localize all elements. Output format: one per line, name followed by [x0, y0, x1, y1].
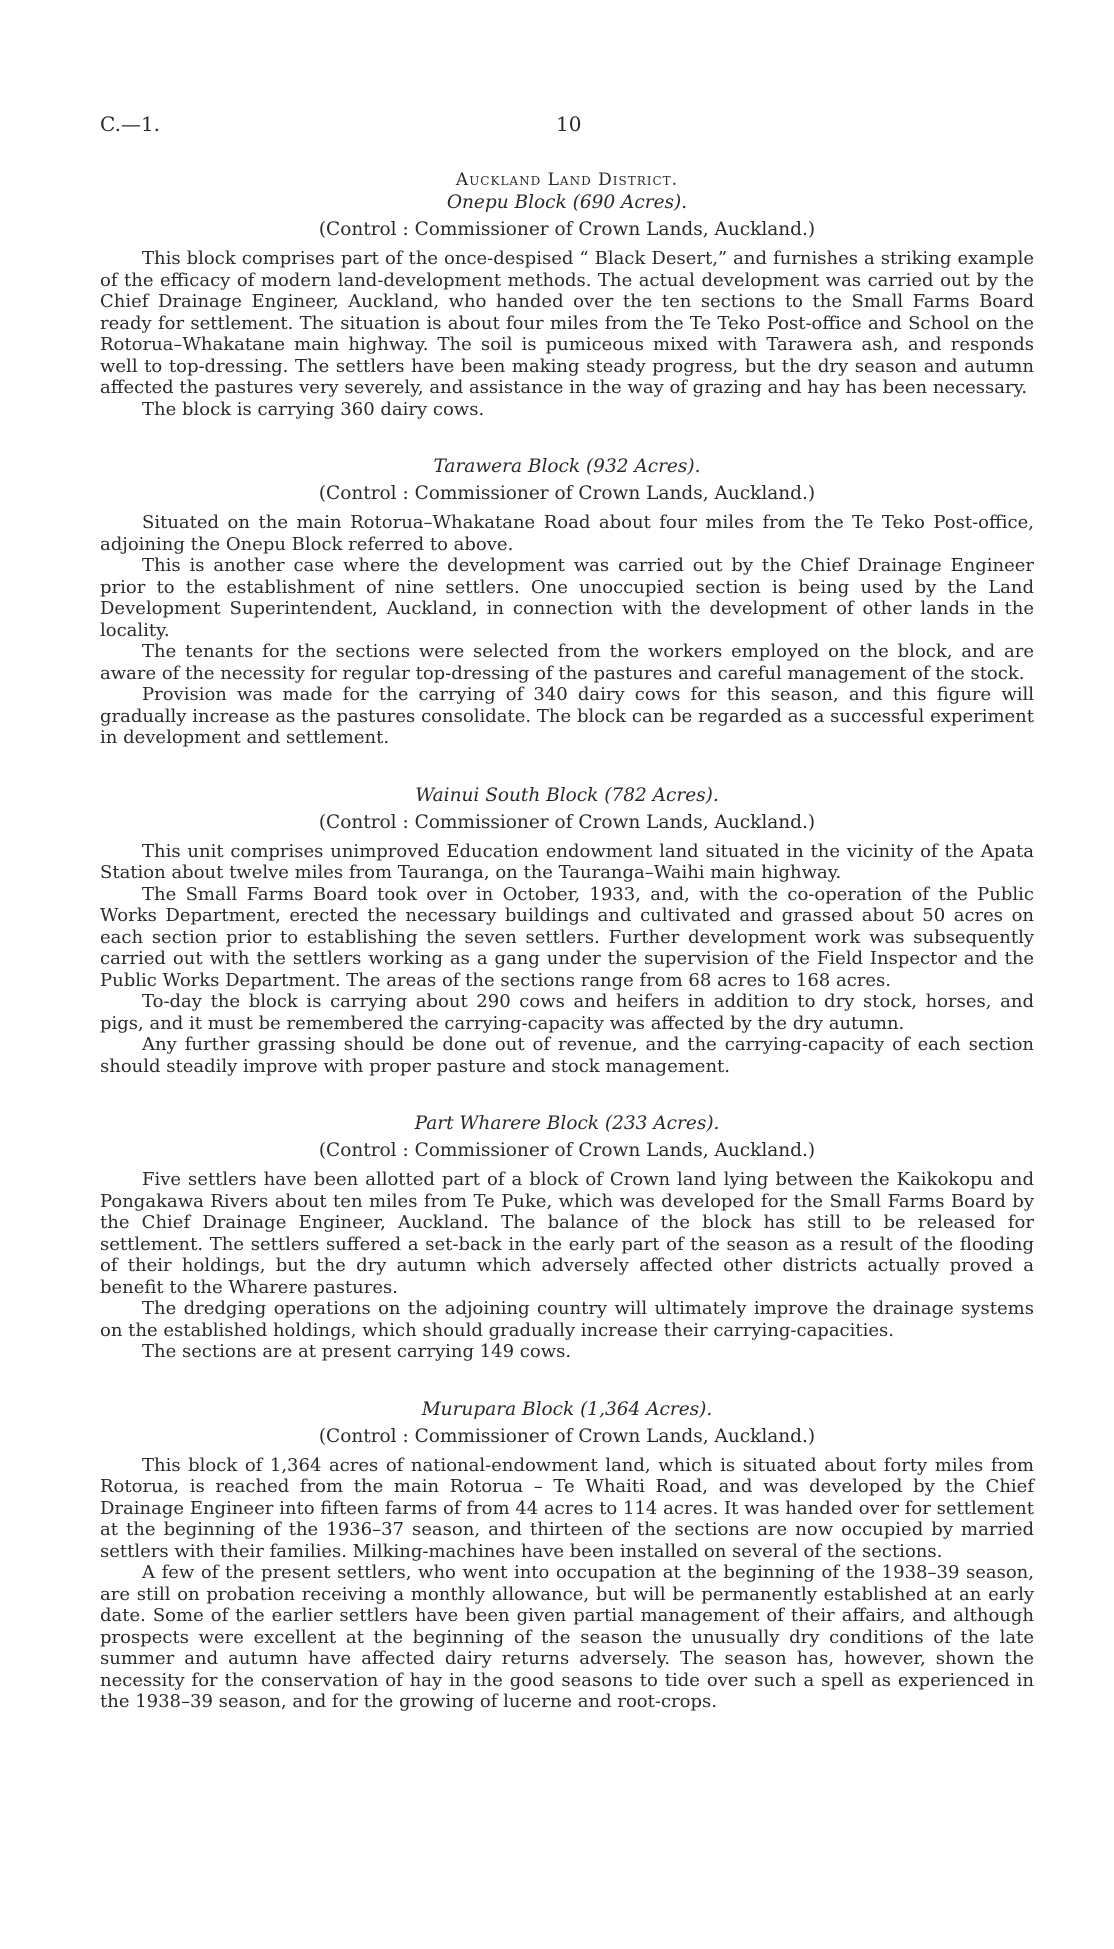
section-title: Wainui South Block (782 Acres). — [415, 784, 719, 806]
section-control: (Control : Commissioner of Crown Lands, Auckland.) — [318, 1425, 816, 1447]
paragraph: A few of the present settlers, who went into occupation at the beginning of the 1938–39 season, are still on probation receiving a monthly allowance, but will be permanently established at an early date. Some of the earlier settlers have been given partial management of their affairs, and although prospects were excellent at the beginning of the season the unusually dry conditions of the late summer and autumn have affected dairy returns adversely. The season has, however, shown the necessity for the conservation of hay in the good seasons to tide over such a spell as experienced in the 1938–39 season, and for the growing of lucerne and root-crops. — [100, 1562, 1034, 1712]
paragraph: This block comprises part of the once-despised “ Black Desert,” and furnishes a striking example of the efficacy of modern land-development methods. The actual development was carried out by the Chief Drainage Engineer, Auckland, who handed over the ten sections to the Small Farms Board ready for settlement. The situation is about four miles from the Te Teko Post-office and School on the Rotorua–Whakatane main highway. The soil is pumiceous mixed with Tarawera ash, and responds well to top-dressing. The settlers have been making steady progress, but the dry season and autumn affected the pastures very severely, and assistance in the way of grazing and hay has been necessary. — [100, 248, 1034, 398]
page-reference: C.—1. — [100, 112, 161, 136]
paragraph: This block of 1,364 acres of national-endowment land, which is situated about forty miles from Rotorua, is reached from the main Rotorua – Te Whaiti Road, and was developed by the Chief Drainage Engineer into fifteen farms of from 44 acres to 114 acres. It was handed over for settlement at the beginning of the 1936–37 season, and thirteen of the sections are now occupied by married settlers with their families. Milking-machines have been installed on several of the sections. — [100, 1454, 1034, 1562]
paragraph: The tenants for the sections were selected from the workers employed on the block, and are aware of the necessity for regular top-dressing of the pastures and careful management of the stock. — [100, 641, 1034, 684]
section-control: (Control : Commissioner of Crown Lands, Auckland.) — [318, 483, 816, 504]
section-title: Part Wharere Block (233 Acres). — [414, 1113, 720, 1134]
section-title: Tarawera Block (932 Acres). — [433, 456, 701, 477]
paragraph: The Small Farms Board took over in October, 1933, and, with the co-operation of the Public Works Department, erected the necessary buildings and cultivated and grassed about 50 acres on each section prior to establishing the seven settlers. Further development work was subsequently carried out with the settlers working as a gang under the supervision of the Field Inspector and the Public Works Department. The areas of the sections range from 68 acres to 168 acres. — [100, 883, 1034, 991]
paragraph: The dredging operations on the adjoining country will ultimately improve the drainage systems on the established holdings, which should gradually increase their carrying-capacities. — [100, 1298, 1034, 1341]
section-title: Murupara Block (1,364 Acres). — [421, 1398, 713, 1420]
section-part-wharere — [100, 1113, 1034, 1363]
section-murupara — [100, 1399, 1034, 1713]
paragraph: Situated on the main Rotorua–Whakatane Road about four miles from the Te Teko Post-office, adjoining the Onepu Block referred to above. — [100, 512, 1034, 555]
section-control: (Control : Commissioner of Crown Lands, Auckland.) — [318, 1140, 816, 1161]
paragraph: Five settlers have been allotted part of a block of Crown land lying between the Kaikokopu and Pongakawa Rivers about ten miles from Te Puke, which was developed for the Small Farms Board by the Chief Drainage Engineer, Auckland. The balance of the block has still to be released for settlement. The settlers suffered a set-back in the early part of the season as a result of the flooding of their holdings, but the dry autumn which adversely affected other districts actually proved a benefit to the Wharere pastures. — [100, 1169, 1034, 1298]
paragraph: Any further grassing should be done out of revenue, and the carrying-capacity of each section should steadily improve with proper pasture and stock management. — [100, 1034, 1034, 1077]
section-control: (Control : Commissioner of Crown Lands, Auckland.) — [318, 219, 816, 240]
paragraph: Provision was made for the carrying of 340 dairy cows for this season, and this figure will gradually increase as the pastures consolidate. The block can be regarded as a successful experiment in development and settlement. — [100, 684, 1034, 748]
section-tarawera — [100, 456, 1034, 749]
paragraph: This unit comprises unimproved Education endowment land situated in the vicinity of the Apata Station about twelve miles from Tauranga, on the Tauranga–Waihi main highway. — [100, 840, 1034, 883]
paragraph: To-day the block is carrying about 290 cows and heifers in addition to dry stock, horses, and pigs, and it must be remembered the carrying-capacity was affected by the dry autumn. — [100, 991, 1034, 1034]
section-title: Onepu Block (690 Acres). — [446, 192, 688, 213]
paragraph: The block is carrying 360 dairy cows. — [142, 398, 485, 420]
document-body — [100, 164, 1034, 1749]
paragraph: This is another case where the development was carried out by the Chief Drainage Engineer prior to the establishment of nine settlers. One unoccupied section is being used by the Land Development Superintendent, Auckland, in connection with the development of other lands in the locality. — [100, 555, 1034, 641]
section-wainui-south — [100, 785, 1034, 1078]
paragraph: The sections are at present carrying 149 cows. — [142, 1341, 572, 1362]
section-onepu — [100, 192, 1034, 420]
district-heading: Auckland Land District. — [455, 170, 679, 190]
page-number: 10 — [556, 112, 582, 136]
section-control: (Control : Commissioner of Crown Lands, Auckland.) — [318, 811, 816, 833]
